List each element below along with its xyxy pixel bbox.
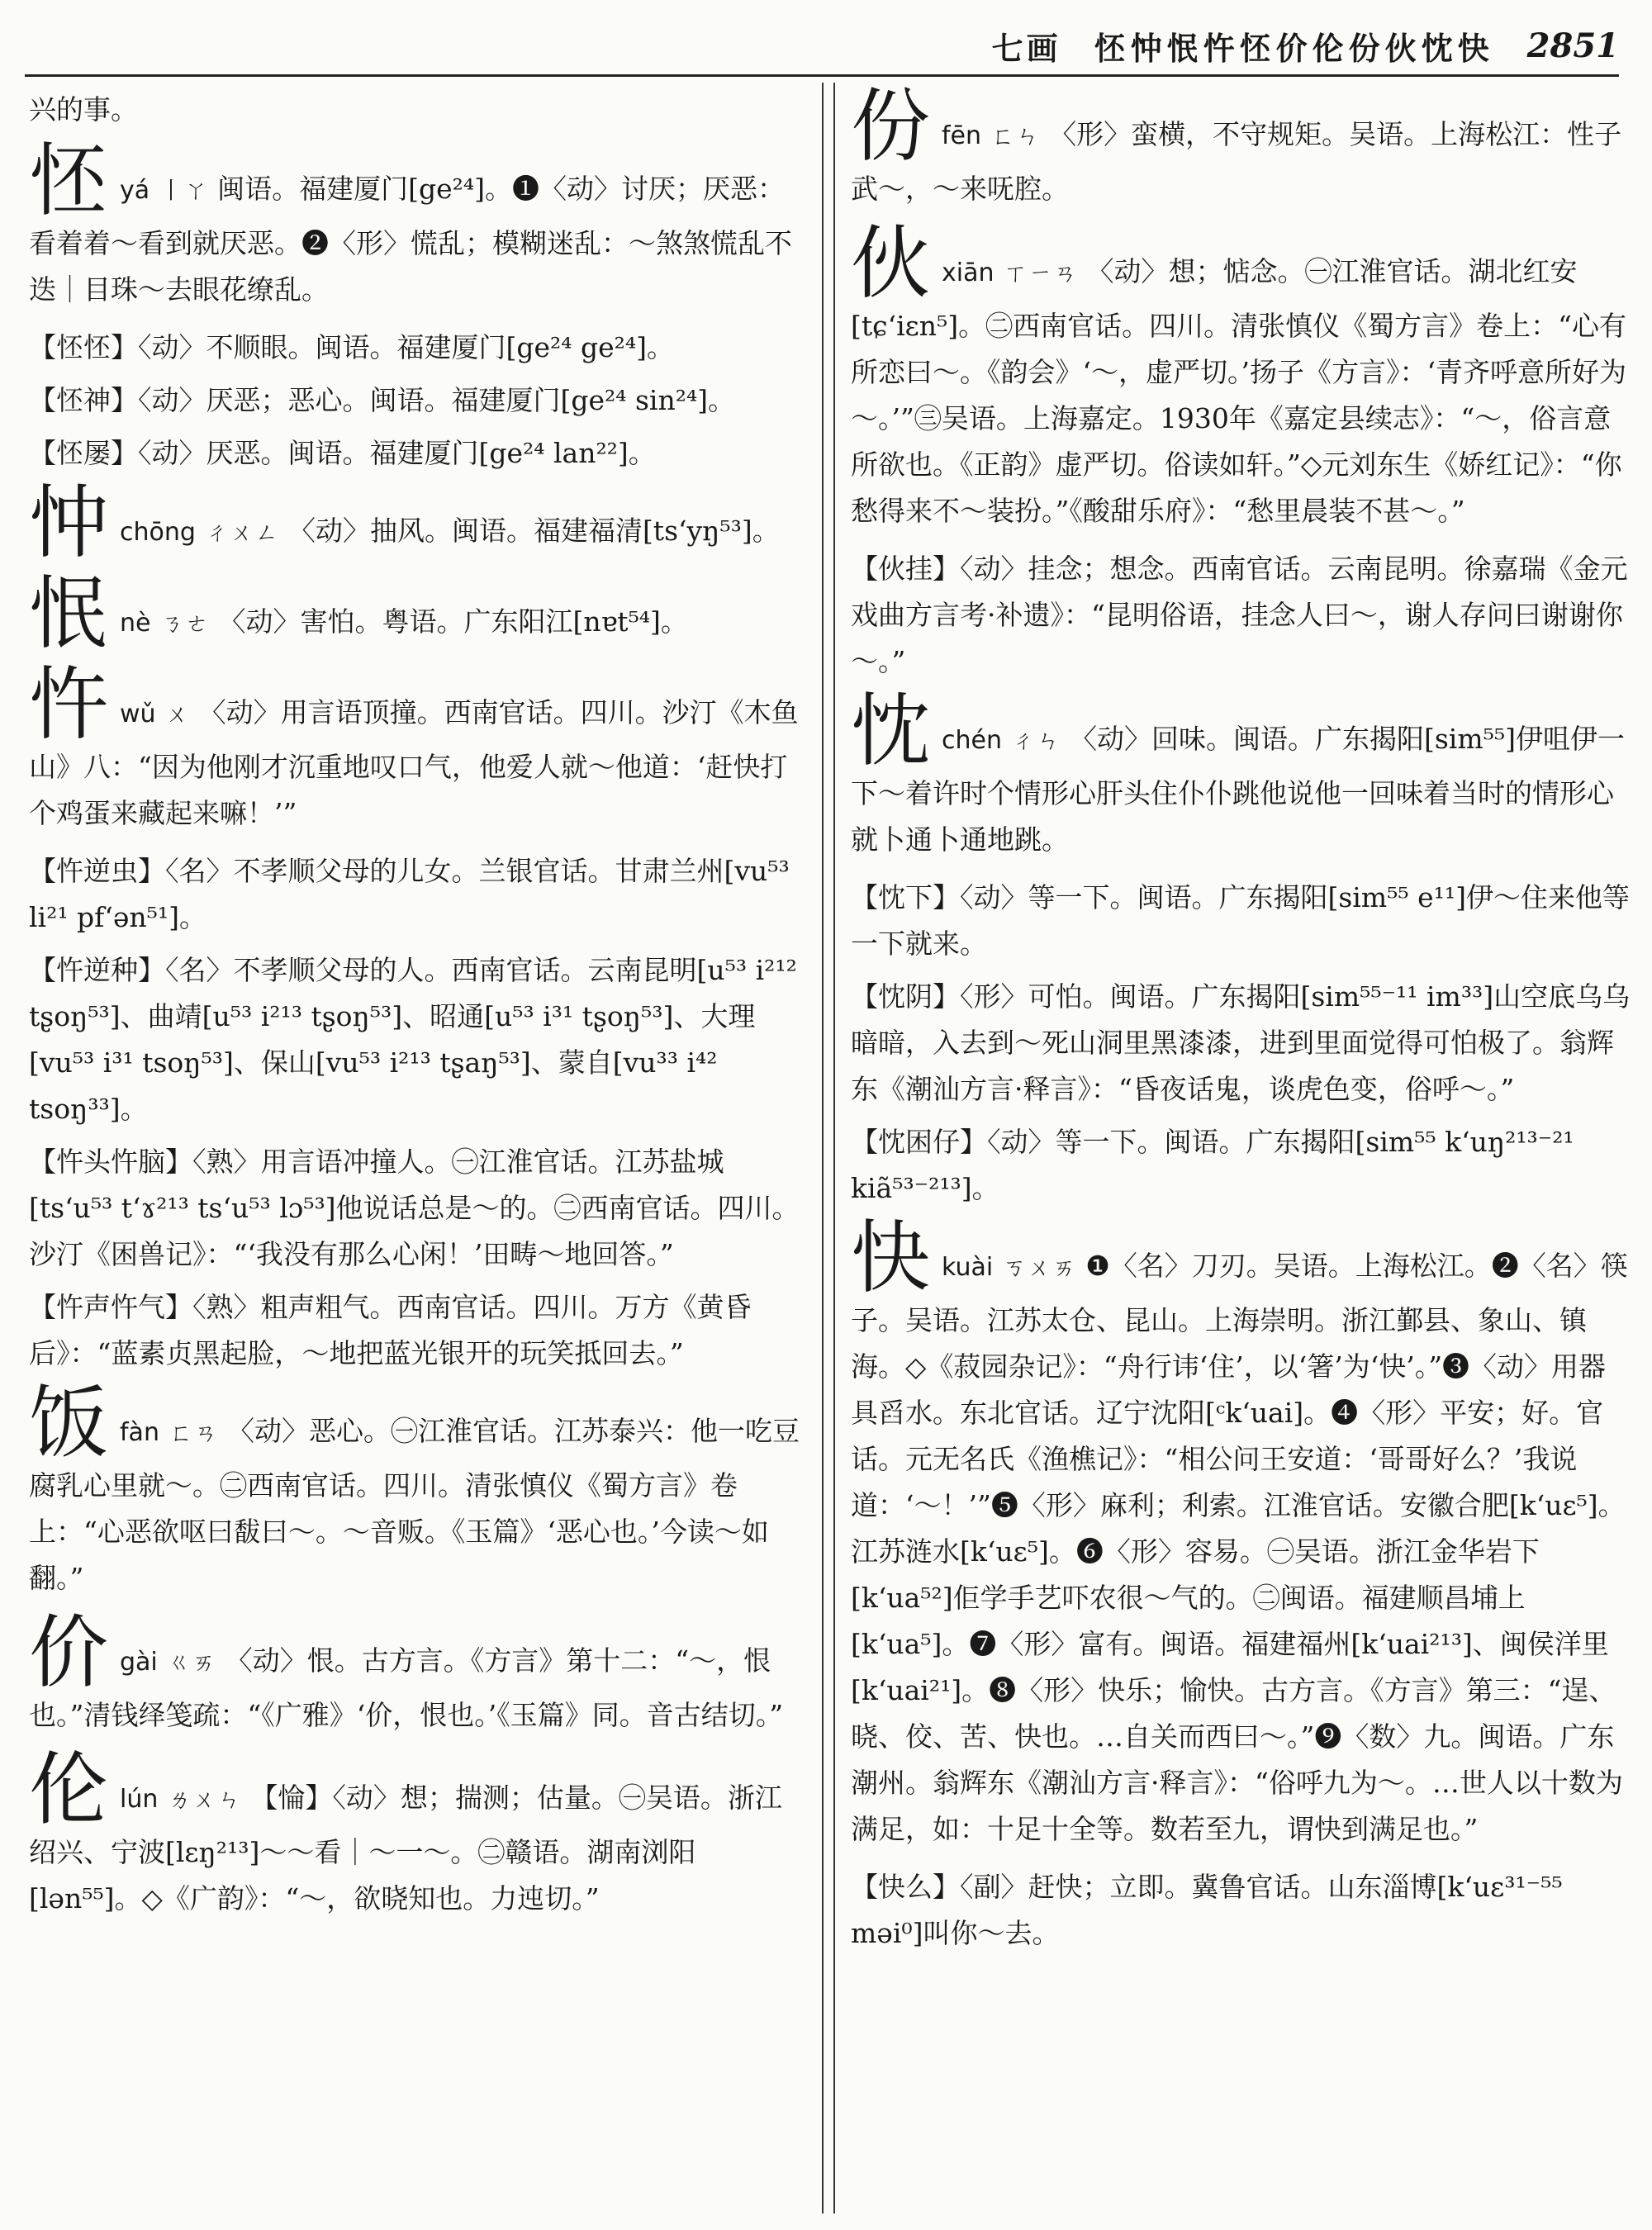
sub-entry: 【忤逆种】〈名〉不孝顺父母的人。西南官话。云南昆明[u⁵³ i²¹² tʂoŋ⁵³]、曲靖[u⁵³ i²¹³ tʂoŋ⁵³]、昭通[u⁵³ i³¹ tʂoŋ⁵³]、大理[vu⁵³ i³¹ tsoŋ⁵³]、保山[vu⁵³ i²¹³ tʂaŋ⁵³]、蒙自[vu³³ i⁴² tsoŋ³³]。: [29, 954, 797, 1125]
pinyin: chén: [942, 726, 1002, 755]
sub-entry: 【怌神】〈动〉厌恶；恶心。闽语。福建厦门[ge²⁴ sin²⁴]。: [29, 384, 736, 416]
sub-entry: 【伙挂】〈动〉挂念；想念。西南官话。云南昆明。徐嘉瑞《金元戏曲方言考·补遗》：“昆明俗语，挂念人曰～，谢人存问曰谢谢你～。”: [851, 553, 1628, 677]
zhuyin: ㄔㄣ: [1011, 727, 1061, 754]
definition: 〈动〉恶心。㊀江淮官话。江苏泰兴：他一吃豆腐乳心里就～。㊁西南官话。四川。清张慎仪《蜀方言》卷上：“心恶欲呕曰馛曰～。～音贩。《玉篇》‘恶心也。’今读～如翻。”: [29, 1415, 800, 1594]
sub-entry: 【忤头忤脑】〈熟〉用言语冲撞人。㊀江淮官话。江苏盐城[tsʻu⁵³ tʻɤ²¹³ tsʻu⁵³ lɔ⁵³]他说话总是～的。㊁西南官话。四川。沙汀《困兽记》：“‘我没有那么心闲！’田畴～地回答。”: [29, 1146, 800, 1270]
pinyin: lún: [120, 1785, 159, 1814]
definition: 〈动〉回味。闽语。广东揭阳[sim⁵⁵]伊咀伊一下～着许时个情形心肝头住仆仆跳他说他一回味着当时的情形心就卜通卜通地跳。: [851, 723, 1625, 856]
page-number: 2851: [1526, 26, 1619, 65]
entry-fan: [29, 1377, 805, 1601]
sub-entry: 【快么】〈副〉赶快；立即。冀鲁官话。山东淄博[kʻuɛ³¹⁻⁵⁵ məi⁰]叫你～去。: [851, 1871, 1563, 1949]
sub-entry: 【怌屡】〈动〉厌恶。闽语。福建厦门[ge²⁴ lan²²]。: [29, 437, 656, 469]
zhuyin: 丨ㄚ: [159, 177, 210, 204]
zhuyin: ㄈㄢ: [169, 1419, 219, 1446]
pinyin: nè: [120, 609, 151, 638]
zhuyin: ㄈㄣ: [991, 122, 1042, 149]
entry-chen: [851, 685, 1631, 863]
zhuyin: ㄨ: [165, 700, 191, 728]
sub-entry: 【忱下】〈动〉等一下。闽语。广东揭阳[sim⁵⁵ e¹¹]伊～住来他等一下就来。: [851, 881, 1630, 960]
pinyin: fēn: [942, 121, 982, 150]
headword: 忱: [851, 685, 930, 777]
headword: 怌: [29, 135, 108, 227]
headword: 快: [851, 1212, 930, 1304]
entry-xian: [851, 217, 1631, 534]
section-label: 七画: [991, 29, 1061, 67]
entry-gai: [29, 1606, 805, 1739]
headword: 价: [29, 1606, 108, 1699]
headword: 怋: [29, 567, 108, 660]
pinyin: yá: [120, 176, 150, 205]
pinyin: fàn: [120, 1418, 159, 1447]
header-characters: 怌忡怋忤怌价伦份伙忱快: [1094, 29, 1494, 67]
entry-chong: [29, 477, 805, 569]
definition: 〈动〉恨。古方言。《方言》第十二：“～，恨也。”清钱绎笺疏：“《广雅》‘价，恨也。’《玉篇》同。音古结切。”: [29, 1644, 784, 1731]
headword: 忤: [29, 658, 108, 751]
sub-entry: 【忤逆虫】〈名〉不孝顺父母的儿女。兰银官话。甘肃兰州[vu⁵³ li²¹ pfʻən⁵¹]。: [29, 855, 790, 933]
pinyin: wǔ: [120, 700, 156, 728]
pinyin: kuài: [942, 1253, 994, 1282]
zhuyin: ㄎㄨㄞ: [1003, 1254, 1078, 1281]
sub-entry: 【怌怌】〈动〉不顺眼。闽语。福建厦门[ge²⁴ ge²⁴]。: [29, 331, 674, 363]
sub-entry: 【忱困仔】〈动〉等一下。闽语。广东揭阳[sim⁵⁵ kʻuŋ²¹³⁻²¹ kiã⁵³⁻²¹³]。: [851, 1126, 1574, 1204]
zhuyin: ㄌㄨㄣ: [168, 1786, 243, 1813]
zhuyin: ㄍㄞ: [167, 1649, 217, 1676]
headword: 饭: [29, 1377, 108, 1469]
entry-ne: [29, 567, 805, 660]
right-column: [851, 80, 1631, 2213]
pinyin: chōng: [120, 518, 196, 547]
definition: 【惀】〈动〉想；揣测；估量。㊀吴语。浙江绍兴、宁波[lɛŋ²¹³]～～看｜～一～。㊁赣语。湖南浏阳[lən⁵⁵]。◇《广韵》：“～，欲晓知也。力迍切。”: [29, 1782, 782, 1914]
sub-entry: 【忱阴】〈形〉可怕。闽语。广东揭阳[sim⁵⁵⁻¹¹ im³³]山空底乌乌暗暗，入去到～死山洞里黑漆漆，进到里面觉得可怕极了。翁辉东《潮汕方言·释言》：“昏夜话鬼，谈虎色变，俗呼～。”: [851, 980, 1631, 1105]
definition: 〈形〉蛮横，不守规矩。吴语。上海松江：性子武～，～来呒腔。: [851, 118, 1622, 205]
continuation-text: 兴的事。: [29, 93, 138, 126]
headword: 伦: [29, 1744, 108, 1836]
entry-ya: [29, 135, 805, 313]
headword: 忡: [29, 477, 108, 569]
definition: ❶〈名〉刀刃。吴语。上海松江。❷〈名〉筷子。吴语。江苏太仓、昆山。上海崇明。浙江鄞县、象山、镇海。◇《菽园杂记》：“舟行讳‘住’，以‘箸’为‘快’。”❸〈动〉用器具舀水。东北官话。辽宁沈阳[ᶜkʻuai]。❹〈形〉平安；好。官话。元无名氏《渔樵记》：“相公问王安道：‘哥哥好么？’我说道：‘～！’”❺〈形〉麻利；利索。江淮官话。安徽合肥[kʻuɛ⁵]。江苏涟水[kʻuɛ⁵]。❻〈形〉容易。㊀吴语。浙江金华岩下[kʻua⁵²]佢学手艺吓农很～气的。㊁闽语。福建顺昌埔上[kʻua⁵]。❼〈形〉富有。闽语。福建福州[kʻuai²¹³]、闽侯洋里[kʻuai²¹]。❽〈形〉快乐；愉快。古方言。《方言》第三：“逞、晓、佼、苦、快也。…自关而西曰～。”❾〈数〉九。闽语。广东潮州。翁辉东《潮汕方言·释言》：“俗呼九为～。…世人以十数为满足，如：十足十全等。数若至九，谓快到满足也。”: [851, 1250, 1628, 1845]
sub-entry: 【忤声忤气】〈熟〉粗声粗气。西南官话。四川。万方《黄昏后》：“蓝素贞黑起脸，～地把蓝光银开的玩笑抵回去。”: [29, 1291, 752, 1369]
pinyin: xiān: [942, 259, 995, 287]
entry-wu: [29, 658, 805, 837]
page-header: [25, 17, 1619, 77]
entry-lun: [29, 1744, 805, 1922]
zhuyin: ㄔㄨㄥ: [205, 519, 280, 546]
column-divider: [822, 83, 835, 2213]
headword: 份: [851, 80, 930, 173]
headword: 伙: [851, 217, 930, 310]
definition: 〈动〉用言语顶撞。西南官话。四川。沙汀《木鱼山》八：“因为他刚才沉重地叹口气，他爱人就～他道：‘赶快打个鸡蛋来藏起来嘛！’”: [29, 696, 799, 829]
definition: 闽语。福建厦门[ge²⁴]。❶〈动〉讨厌；厌恶：看着着～看到就厌恶。❷〈形〉慌乱；模糊迷乱：～煞煞慌乱不迭｜目珠～去眼花缭乱。: [29, 173, 792, 306]
entry-fen: [851, 80, 1631, 212]
entry-kuai: [851, 1212, 1631, 1853]
zhuyin: ㄒㄧㄢ: [1004, 259, 1079, 287]
definition: 〈动〉害怕。粤语。广东阳江[nɐt⁵⁴]。: [218, 605, 688, 638]
definition: 〈动〉抽风。闽语。福建福清[tsʻyŋ⁵³]。: [287, 515, 780, 547]
definition: 〈动〉想；惦念。㊀江淮官话。湖北红安[tɕʻiɛn⁵]。㊁西南官话。四川。清张慎仪《蜀方言》卷上：“心有所恋曰～。《韵会》‘～，虚严切。’扬子《方言》：‘青齐呼意所好为～。’”㊂吴语。上海嘉定。1930年《嘉定县续志》：“～，俗言意所欲也。《正韵》虚严切。俗读如轩。”◇元刘东生《娇红记》：“你愁得来不～装扮。”《酸甜乐府》：“愁里晨装不甚～。”: [851, 255, 1626, 527]
left-column: [29, 87, 805, 2213]
pinyin: gài: [120, 1648, 158, 1677]
zhuyin: ㄋㄜ: [160, 610, 211, 637]
